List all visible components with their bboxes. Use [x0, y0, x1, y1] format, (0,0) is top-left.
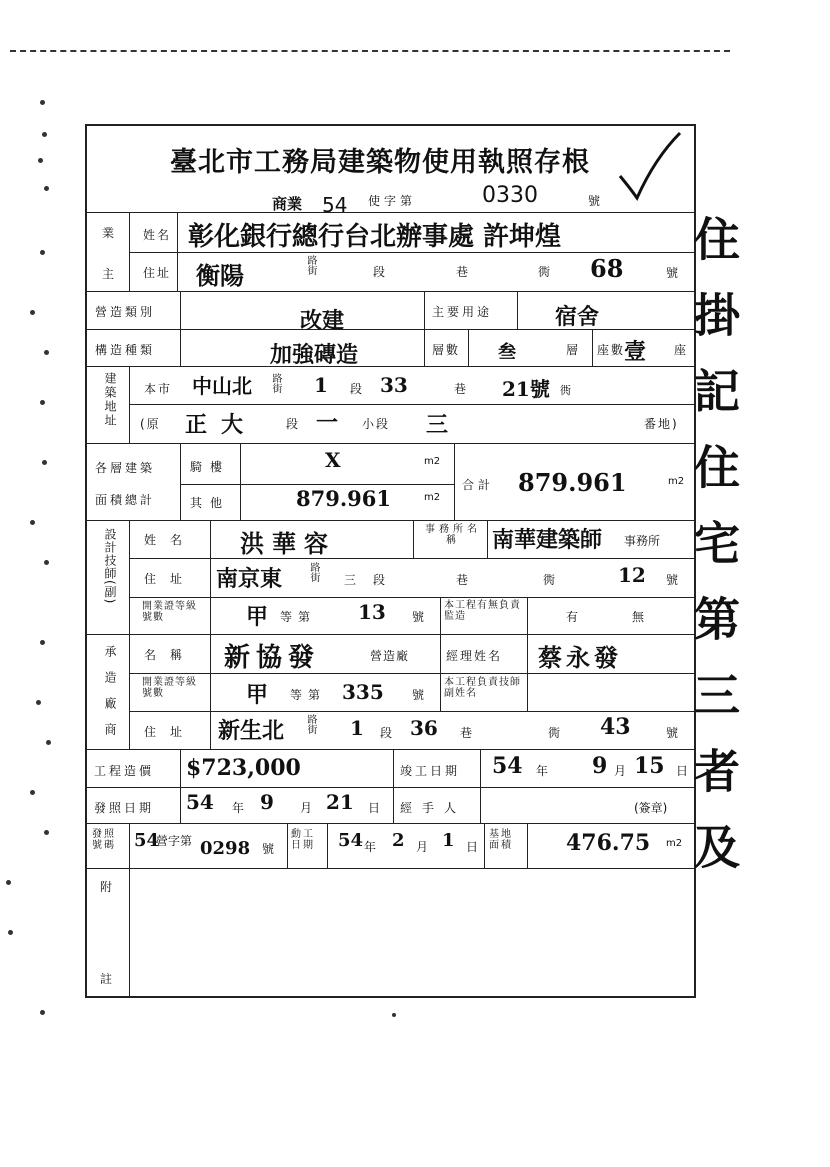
designer-road-label: 路街 — [308, 562, 319, 582]
designer-name-value: 洪華容 — [240, 529, 336, 558]
complete-day: 15 — [634, 753, 665, 779]
designer-address-label: 住址 — [144, 572, 197, 586]
issue-year: 54 — [186, 790, 214, 814]
notes-label-1: 附 — [100, 880, 115, 894]
issue-day-label: 日 — [368, 801, 383, 815]
owner-road-value: 衡陽 — [196, 261, 244, 290]
total-unit: m2 — [668, 476, 685, 487]
owner-section-char1: 業 — [102, 226, 117, 240]
contractor-license-no-label: 號 — [412, 688, 427, 702]
owner-lane-label: 巷 — [456, 265, 471, 279]
building-permit-type: 營字第 — [156, 834, 193, 848]
arcade-value: X — [325, 448, 341, 472]
office-value: 南華建築師 — [492, 527, 603, 553]
designer-license-no: 13 — [358, 600, 386, 624]
complete-year-label: 年 — [536, 764, 551, 778]
office-suffix: 事務所 — [624, 534, 661, 548]
designer-license-grade: 甲 — [246, 604, 269, 630]
building-permit-year: 54 — [134, 830, 160, 851]
issue-year-label: 年 — [232, 801, 247, 815]
contractor-address-label: 住址 — [144, 725, 197, 739]
site-orig-duan-label: 段 — [286, 417, 301, 431]
contractor-section-label: 承造廠商 — [103, 645, 117, 749]
floor-unit: 層 — [566, 343, 581, 357]
contractor-name-label: 名稱 — [144, 648, 197, 662]
supervise-label: 本工程有無負責監造 — [444, 600, 521, 622]
structure-value: 加強磚造 — [270, 342, 359, 368]
site-alley-value: 21號 — [502, 377, 550, 401]
contractor-road-value: 新生北 — [218, 718, 285, 744]
count-label: 座數 — [597, 343, 626, 357]
start-day: 1 — [442, 830, 455, 851]
start-year-label: 年 — [364, 840, 379, 854]
form-title: 臺北市工務局建築物使用執照存根 — [170, 147, 590, 178]
contractor-duan-value: 1 — [350, 716, 364, 740]
structure-label: 構造種類 — [95, 343, 156, 357]
floors-value: 叁 — [498, 342, 516, 363]
complete-month: 9 — [592, 753, 608, 779]
site-orig-area: 正大 — [185, 412, 258, 438]
contractor-license-mid: 等第 — [290, 688, 327, 702]
category-label: 營造類別 — [95, 305, 156, 319]
floors-label: 層數 — [432, 343, 461, 357]
designer-number-value: 12 — [618, 563, 646, 587]
category-value: 改建 — [300, 308, 345, 334]
contractor-number-value: 43 — [600, 714, 631, 740]
owner-number-label: 號 — [666, 266, 681, 280]
designer-number-label: 號 — [666, 573, 681, 587]
designer-license-mid: 等第 — [280, 610, 317, 624]
building-permit-no: 0298 — [200, 838, 251, 859]
issue-month: 9 — [260, 790, 274, 814]
contractor-duan-label: 段 — [380, 726, 395, 740]
contractor-lane-value: 36 — [410, 716, 438, 740]
permit-year: 54 — [322, 193, 348, 217]
permit-type-label: 使字第 — [368, 194, 417, 208]
land-area-unit: m2 — [666, 838, 683, 849]
owner-section-char2: 主 — [102, 267, 117, 281]
site-section-label: 建築地址 — [103, 372, 117, 428]
designer-license-no-label: 號 — [412, 610, 427, 624]
site-lane-label: 巷 — [454, 382, 469, 396]
contractor-alley-label: 衖 — [548, 726, 563, 740]
site-orig-open: (原 — [140, 417, 161, 431]
start-day-label: 日 — [466, 840, 481, 854]
use-value: 宿舍 — [555, 304, 600, 330]
permit-suffix: 號 — [588, 194, 603, 208]
permit-prefix-hw: 商業 — [272, 195, 303, 213]
designer-lane-label: 巷 — [456, 573, 471, 587]
owner-number-value: 68 — [590, 254, 624, 283]
complete-day-label: 日 — [676, 764, 691, 778]
handler-label: 經手人 — [400, 801, 467, 815]
supervise-value: 有 — [566, 610, 581, 624]
site-city-label: 本市 — [144, 382, 173, 396]
office-label: 事務所名稱 — [425, 524, 481, 546]
notes-label-2: 註 — [100, 972, 115, 986]
site-lane-value: 33 — [380, 373, 408, 397]
margin-stamp: 住掛記住宅第三者及 — [687, 215, 741, 899]
area-section-2: 面積總計 — [95, 493, 156, 507]
start-month: 2 — [392, 830, 405, 851]
site-orig-duan: 一 — [316, 410, 339, 436]
owner-alley-label: 衖 — [538, 265, 553, 279]
site-duan-value: 1 — [314, 373, 328, 397]
contractor-lane-label: 巷 — [460, 726, 475, 740]
owner-address-label: 住址 — [143, 266, 172, 280]
issue-month-label: 月 — [300, 801, 315, 815]
complete-month-label: 月 — [614, 764, 629, 778]
site-small-section: 三 — [426, 412, 449, 438]
start-year: 54 — [338, 830, 364, 851]
total-label: 合計 — [462, 478, 495, 492]
owner-name-label: 姓名 — [143, 228, 172, 242]
owner-section-label: 段 — [373, 265, 388, 279]
start-month-label: 月 — [416, 840, 431, 854]
use-label: 主要用途 — [432, 305, 493, 319]
issue-date-label: 發照日期 — [94, 801, 155, 815]
other-value: 879.961 — [296, 486, 391, 511]
contractor-license-no: 335 — [342, 680, 384, 704]
manager-value: 蔡永發 — [538, 643, 622, 672]
contractor-road-label: 路街 — [305, 714, 316, 734]
site-small-section-label: 小段 — [362, 417, 391, 431]
contractor-name-suffix: 營造廠 — [370, 649, 410, 663]
seal-label: (簽章) — [634, 801, 668, 815]
area-section-1: 各層建築 — [95, 461, 156, 475]
permit-number: 0330 — [482, 183, 538, 208]
designer-duan-label: 段 — [373, 573, 388, 587]
arcade-unit: m2 — [424, 456, 441, 467]
owner-name-value: 彰化銀行總行台北辦事處 許坤煌 — [188, 222, 562, 252]
site-road-value: 中山北 — [192, 374, 252, 398]
designer-section-label: 設計技師(副) — [103, 528, 117, 605]
arcade-label: 騎樓 — [190, 460, 231, 474]
tech-label: 本工程負責技師副姓名 — [444, 677, 521, 699]
designer-road-value: 南京東 — [216, 566, 283, 592]
building-permit-no-label: 號 — [262, 842, 277, 856]
other-label: 其他 — [190, 496, 231, 510]
cost-label: 工程造價 — [94, 764, 155, 778]
land-area-label: 基地面積 — [489, 829, 513, 851]
site-lot-label: 番地) — [644, 417, 679, 431]
complete-year: 54 — [492, 753, 523, 779]
designer-alley-label: 衖 — [543, 573, 558, 587]
site-duan-label: 段 — [350, 382, 365, 396]
manager-label: 經理姓名 — [446, 649, 503, 663]
contractor-name-value: 新協發 — [224, 643, 321, 673]
owner-road-label: 路街 — [305, 255, 316, 275]
count-value: 壹 — [624, 339, 647, 365]
contractor-license-label: 開業證等級號數 — [142, 677, 197, 699]
building-permit-label: 發照號碼 — [92, 829, 116, 851]
cost-value: $723,000 — [186, 755, 301, 781]
site-alley-label: 衖 — [560, 384, 573, 397]
supervise-value-2: 無 — [632, 610, 647, 624]
designer-name-label: 姓名 — [144, 533, 197, 547]
designer-duan-value: 三 — [344, 573, 359, 587]
site-road-label: 路街 — [270, 373, 281, 393]
land-area-value: 476.75 — [566, 830, 651, 856]
contractor-number-label: 號 — [666, 726, 681, 740]
complete-label: 竣工日期 — [400, 764, 461, 778]
total-value: 879.961 — [518, 468, 627, 497]
start-date-label: 動工日期 — [291, 829, 315, 851]
count-unit: 座 — [674, 343, 689, 357]
other-unit: m2 — [424, 492, 441, 503]
designer-license-label: 開業證等級號數 — [142, 601, 197, 623]
issue-day: 21 — [326, 790, 354, 814]
contractor-license-grade: 甲 — [246, 682, 269, 708]
